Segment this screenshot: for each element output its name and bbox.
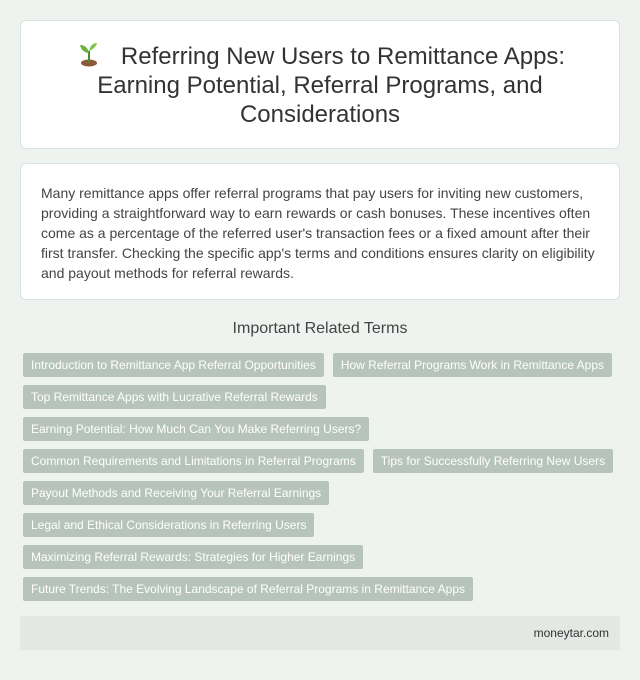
title-card (20, 20, 620, 149)
related-term-tag[interactable]: Tips for Successfully Referring New Users (373, 449, 613, 473)
related-terms-list (23, 353, 623, 601)
related-terms-heading: Important Related Terms (232, 320, 408, 337)
sprout-icon (75, 41, 103, 67)
related-term-tag[interactable]: Maximizing Referral Rewards: Strategies for Higher Earnings (23, 545, 363, 569)
related-term-tag[interactable]: Legal and Ethical Considerations in Referring Users (23, 513, 314, 537)
related-term-tag[interactable]: Payout Methods and Receiving Your Referral Earnings (23, 481, 329, 505)
description-card (20, 163, 620, 300)
page-title (51, 41, 589, 129)
related-term-tag[interactable]: Introduction to Remittance App Referral Opportunities (23, 353, 324, 377)
related-term-tag[interactable]: Common Requirements and Limitations in Referral Programs (23, 449, 364, 473)
footer-site-link[interactable]: moneytar.com (533, 626, 609, 640)
description-text: Many remittance apps offer referral programs that pay users for inviting new customers, providing a straightforward way to earn rewards or cash bonuses. These incentives often come as a percentage of the referred user's transaction fees or a fixed amount after their first transfer. Checking the specific app's terms and conditions ensures clarity on eligibility and payout methods for referral rewards. (41, 185, 595, 281)
footer (20, 616, 620, 650)
related-term-tag[interactable]: Future Trends: The Evolving Landscape of Referral Programs in Remittance Apps (23, 577, 473, 601)
related-term-tag[interactable]: Earning Potential: How Much Can You Make Referring Users? (23, 417, 369, 441)
related-term-tag[interactable]: How Referral Programs Work in Remittance Apps (333, 353, 612, 377)
title-text: Referring New Users to Remittance Apps: Earning Potential, Referral Programs, and Considerations (97, 42, 566, 128)
related-term-tag[interactable]: Top Remittance Apps with Lucrative Referral Rewards (23, 385, 326, 409)
